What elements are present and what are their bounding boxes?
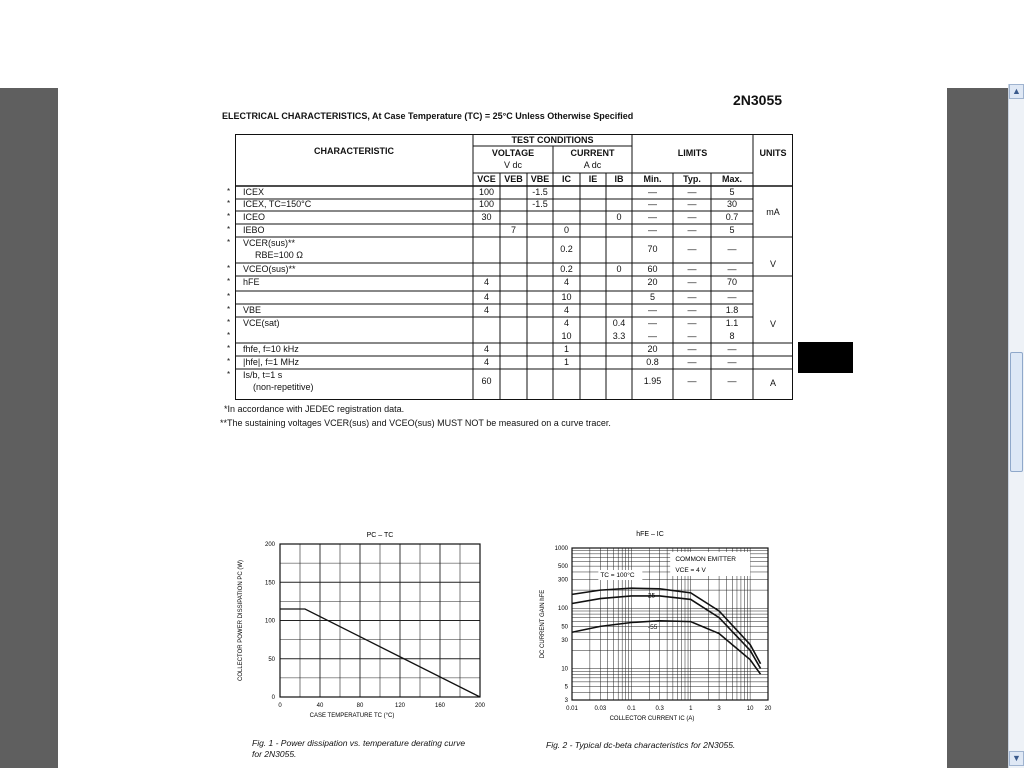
annotation-common-emitter: COMMON EMITTER bbox=[675, 556, 737, 563]
cell-min: 60 bbox=[647, 264, 658, 274]
y-tick-label: 50 bbox=[561, 624, 568, 631]
cell-vce: 30 bbox=[481, 212, 492, 222]
y-tick-label: 100 bbox=[557, 606, 568, 613]
x-tick-label: 0 bbox=[278, 703, 282, 709]
chart-power-dissipation bbox=[230, 528, 490, 728]
row-characteristic-cond: RBE=100 Ω bbox=[255, 250, 304, 260]
cell-max: — bbox=[727, 376, 737, 386]
scroll-down-button[interactable]: ▼ bbox=[1009, 751, 1024, 766]
cell-typ: — bbox=[687, 225, 697, 235]
cell-vce: 100 bbox=[478, 199, 495, 209]
x-tick-label: 10 bbox=[746, 706, 754, 712]
y-tick-label: 200 bbox=[264, 542, 275, 548]
cell-typ: — bbox=[687, 277, 697, 287]
y-tick-label: 0 bbox=[271, 695, 275, 701]
y-axis-label: COLLECTOR POWER DISSIPATION PC (W) bbox=[238, 559, 244, 682]
y-tick-label: 100 bbox=[264, 618, 275, 625]
annotation-25: 25 bbox=[647, 592, 656, 600]
subheader-max: Max. bbox=[721, 174, 742, 184]
cell-min: 1.95 bbox=[643, 376, 662, 386]
characteristics-table bbox=[227, 134, 793, 400]
row-characteristic: |hfe|, f=1 MHz bbox=[243, 357, 299, 367]
cell-max: 30 bbox=[726, 199, 737, 209]
jedec-star: * bbox=[227, 331, 231, 340]
subheader-typ: Typ. bbox=[683, 174, 701, 184]
row-characteristic: VCEO(sus)** bbox=[243, 264, 296, 274]
cell-min: — bbox=[648, 187, 657, 197]
chart-dc-beta bbox=[534, 528, 774, 728]
y-tick-label: 30 bbox=[561, 637, 568, 644]
row-characteristic: ICEO bbox=[243, 212, 266, 222]
row-characteristic: ICEX bbox=[243, 187, 265, 197]
cell-max: — bbox=[727, 244, 737, 254]
row-characteristic: VCER(sus)** bbox=[243, 238, 296, 248]
x-tick-label: 0.03 bbox=[594, 706, 607, 712]
row-characteristic: IEBO bbox=[243, 225, 265, 235]
x-tick-label: 3 bbox=[717, 706, 721, 712]
header-test-conditions: TEST CONDITIONS bbox=[511, 135, 594, 145]
x-axis-label: COLLECTOR CURRENT IC (A) bbox=[609, 716, 695, 722]
cell-min: 0.8 bbox=[646, 357, 659, 367]
cell-min: — bbox=[648, 318, 657, 328]
cell-min: 5 bbox=[649, 292, 655, 302]
annotation-vce: VCE = 4 V bbox=[675, 567, 706, 574]
row-characteristic: fhfe, f=10 kHz bbox=[243, 344, 299, 354]
x-tick-label: 1 bbox=[689, 706, 693, 712]
cell-ic: 4 bbox=[563, 318, 569, 328]
jedec-star: * bbox=[227, 318, 231, 327]
part-number: 2N3055 bbox=[733, 92, 783, 108]
x-tick-label: 20 bbox=[764, 706, 772, 712]
cell-typ: — bbox=[687, 292, 697, 302]
cell-typ: — bbox=[687, 357, 697, 367]
viewer-left-gutter bbox=[0, 88, 58, 768]
x-tick-label: 160 bbox=[434, 703, 446, 709]
cell-vbe: -1.5 bbox=[532, 199, 548, 209]
unit-ma: mA bbox=[766, 207, 780, 217]
table-heading: ELECTRICAL CHARACTERISTICS, At Case Temperature (TC) = 25°C Unless Otherwise Specified bbox=[222, 111, 634, 121]
jedec-star: * bbox=[227, 292, 231, 301]
cell-vce: 4 bbox=[483, 277, 489, 287]
y-tick-label: 5 bbox=[564, 684, 568, 691]
cell-ic: 4 bbox=[563, 305, 569, 315]
y-axis-label: DC CURRENT GAIN hFE bbox=[540, 589, 546, 659]
cell-max: — bbox=[727, 357, 737, 367]
cell-typ: — bbox=[687, 264, 697, 274]
cell-typ: — bbox=[687, 187, 697, 197]
subheader-ie: IE bbox=[588, 174, 598, 184]
cell-min: — bbox=[648, 199, 657, 209]
unit-v: V bbox=[769, 259, 776, 269]
chart-title: hFE – IC bbox=[636, 531, 664, 538]
row-characteristic: Is/b, t=1 s bbox=[243, 370, 283, 380]
subheader-ic: IC bbox=[562, 174, 571, 184]
cell-typ: — bbox=[687, 376, 697, 386]
footnote-2: **The sustaining voltages VCER(sus) and VCEO(sus) MUST NOT be measured on a curve tracer. bbox=[220, 418, 611, 428]
cell-max: 1.8 bbox=[725, 305, 739, 315]
scroll-thumb[interactable] bbox=[1010, 352, 1023, 472]
fig2-caption: Fig. 2 - Typical dc-beta characteristics for 2N3055. bbox=[546, 740, 736, 750]
cell-min: 20 bbox=[647, 344, 658, 354]
subheader-ib: IB bbox=[614, 174, 624, 184]
cell-vce: 4 bbox=[483, 344, 489, 354]
cell-min: — bbox=[648, 212, 657, 222]
subheader-vce: VCE bbox=[477, 174, 496, 184]
header-current: CURRENT bbox=[570, 148, 615, 158]
subheader-veb: VEB bbox=[504, 174, 523, 184]
cell-max: 1.1 bbox=[725, 318, 739, 328]
cell-min: — bbox=[648, 225, 657, 235]
vertical-scrollbar[interactable] bbox=[1008, 84, 1024, 768]
row-characteristic: hFE bbox=[243, 277, 260, 287]
cell-vce: 100 bbox=[478, 187, 495, 197]
cell-typ: — bbox=[687, 199, 697, 209]
cell-ic: 0.2 bbox=[560, 244, 573, 254]
cell-ic: 0.2 bbox=[560, 264, 573, 274]
annotation-tc: TC = 100°C bbox=[600, 572, 635, 580]
header-limits: LIMITS bbox=[677, 148, 708, 158]
x-tick-label: 0.3 bbox=[655, 706, 664, 712]
unit-v-2: V bbox=[769, 319, 776, 329]
y-tick-label: 50 bbox=[268, 656, 275, 663]
cell-ib: 3.3 bbox=[612, 331, 626, 341]
cell-ic: 10 bbox=[561, 331, 572, 341]
x-axis-label: CASE TEMPERATURE TC (°C) bbox=[309, 713, 395, 719]
y-tick-label: 1000 bbox=[554, 546, 568, 552]
cell-min: 20 bbox=[647, 277, 658, 287]
cell-max: — bbox=[727, 264, 737, 274]
x-tick-label: 200 bbox=[474, 703, 486, 709]
jedec-star: * bbox=[227, 357, 231, 366]
x-tick-label: 0.01 bbox=[566, 706, 578, 712]
jedec-star: * bbox=[227, 238, 231, 247]
cell-ib: 0.4 bbox=[612, 318, 626, 328]
cell-min: — bbox=[648, 331, 657, 341]
jedec-star: * bbox=[227, 305, 231, 314]
cell-vce: 4 bbox=[483, 292, 489, 302]
fig1-caption: Fig. 1 - Power dissipation vs. temperature derating curve for 2N3055. bbox=[252, 738, 466, 759]
cell-min: 70 bbox=[647, 244, 658, 254]
cell-typ: — bbox=[687, 244, 697, 254]
jedec-star: * bbox=[227, 212, 231, 221]
header-current-unit: A dc bbox=[583, 160, 602, 170]
subheader-min: Min. bbox=[643, 174, 662, 184]
header-units: UNITS bbox=[759, 148, 787, 158]
cell-max: 5 bbox=[729, 225, 735, 235]
annotation-minus55: -55 bbox=[647, 624, 658, 632]
cell-min: — bbox=[648, 305, 657, 315]
jedec-star: * bbox=[227, 225, 231, 234]
header-voltage-unit: V dc bbox=[503, 160, 522, 170]
cell-ic: 1 bbox=[563, 344, 569, 354]
header-characteristic: CHARACTERISTIC bbox=[314, 146, 394, 156]
y-tick-label: 300 bbox=[557, 577, 568, 584]
cell-typ: — bbox=[687, 305, 697, 315]
cell-ic: 10 bbox=[561, 292, 572, 302]
cell-max: — bbox=[727, 344, 737, 354]
cell-typ: — bbox=[687, 318, 697, 328]
y-tick-label: 150 bbox=[264, 580, 275, 587]
cell-ic: 0 bbox=[563, 225, 569, 235]
cell-veb: 7 bbox=[510, 225, 516, 235]
cell-vce: 4 bbox=[483, 305, 489, 315]
cell-max: 70 bbox=[726, 277, 737, 287]
jedec-star: * bbox=[227, 199, 231, 208]
cell-max: 5 bbox=[729, 187, 735, 197]
cell-vbe: -1.5 bbox=[532, 187, 548, 197]
jedec-star: * bbox=[227, 370, 231, 379]
cell-ib: 0 bbox=[616, 212, 622, 222]
row-characteristic: VCE(sat) bbox=[243, 318, 280, 328]
cell-vce: 60 bbox=[481, 376, 492, 386]
redaction-box bbox=[798, 342, 853, 373]
cell-max: 0.7 bbox=[725, 212, 739, 222]
header-voltage: VOLTAGE bbox=[491, 148, 535, 158]
fig1-caption-line1 bbox=[252, 738, 472, 760]
x-tick-label: 40 bbox=[316, 703, 324, 709]
cell-ib: 0 bbox=[616, 264, 622, 274]
scroll-up-button[interactable]: ▲ bbox=[1009, 84, 1024, 99]
cell-ic: 4 bbox=[563, 277, 569, 287]
document-page bbox=[58, 88, 947, 768]
row-characteristic: ICEX, TC=150°C bbox=[243, 199, 312, 209]
y-tick-label: 500 bbox=[557, 564, 568, 571]
cell-max: 8 bbox=[729, 331, 735, 341]
cell-vce: 4 bbox=[483, 357, 489, 367]
row-characteristic-cond: (non-repetitive) bbox=[253, 382, 314, 392]
viewer-right-gutter bbox=[947, 88, 1008, 768]
cell-typ: — bbox=[687, 331, 697, 341]
unit-a: A bbox=[769, 378, 776, 388]
row-characteristic: VBE bbox=[243, 305, 262, 315]
cell-typ: — bbox=[687, 212, 697, 222]
footnote-1: *In accordance with JEDEC registration data. bbox=[224, 404, 405, 414]
jedec-star: * bbox=[227, 277, 231, 286]
window-top-area bbox=[0, 0, 1024, 88]
y-tick-label: 10 bbox=[561, 666, 568, 673]
jedec-star: * bbox=[227, 187, 231, 196]
y-tick-label: 3 bbox=[564, 698, 568, 704]
cell-ic: 1 bbox=[563, 357, 569, 367]
x-tick-label: 0.1 bbox=[627, 706, 636, 712]
subheader-vbe: VBE bbox=[530, 174, 550, 184]
jedec-star: * bbox=[227, 344, 231, 353]
cell-max: — bbox=[727, 292, 737, 302]
jedec-star: * bbox=[227, 264, 231, 273]
cell-typ: — bbox=[687, 344, 697, 354]
chart-title: PC – TC bbox=[366, 532, 394, 539]
x-tick-label: 80 bbox=[356, 703, 364, 709]
x-tick-label: 120 bbox=[394, 703, 406, 709]
